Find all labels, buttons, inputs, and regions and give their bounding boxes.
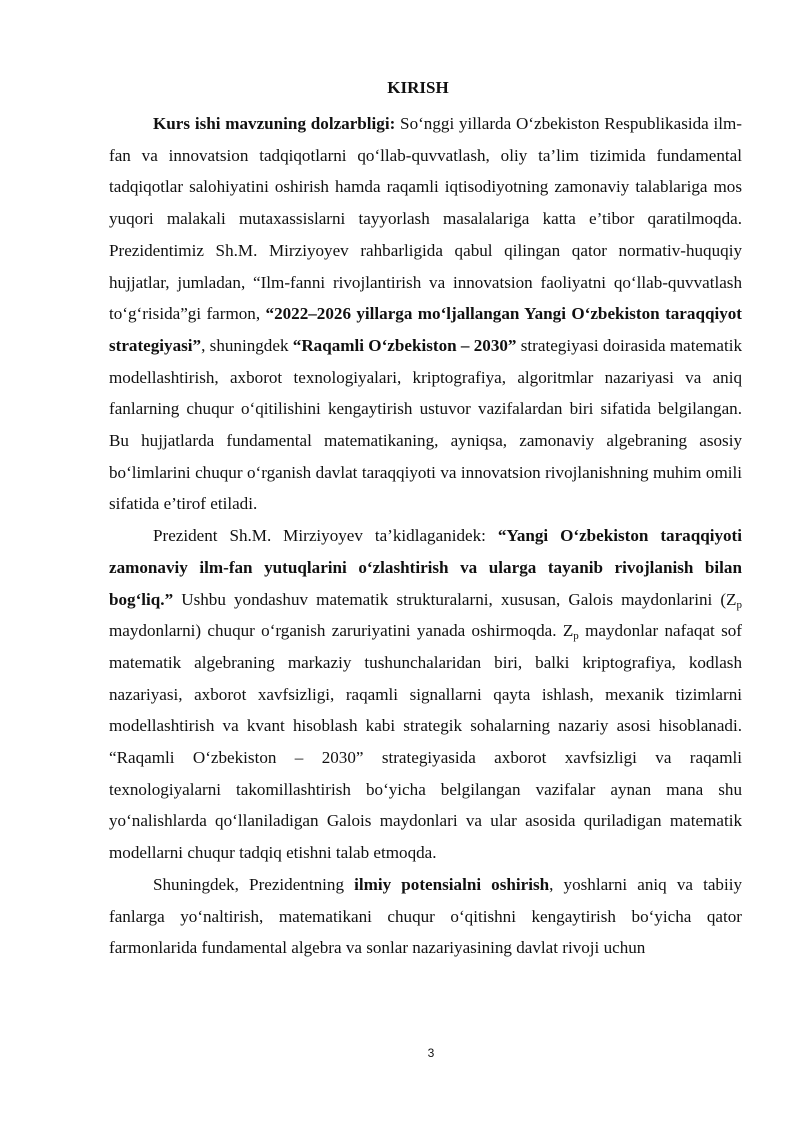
text-run: Ushbu yondashuv matematik strukturalarni, xususan, Galois maydonlarini (Z: [173, 589, 737, 609]
subscript-p: p: [573, 630, 579, 643]
digital-strategy-bold: “Raqamli O‘zbekiston – 2030”: [292, 335, 517, 355]
text-run: Prezident Sh.M. Mirziyoyev ta’kidlaganidek:: [153, 526, 498, 546]
text-run: maydonlarni) chuqur o‘rganish zaruriyatini yanada oshirmoqda. Z: [109, 621, 574, 641]
subscript-p: p: [736, 598, 742, 611]
text-run: So‘nggi yillarda O‘zbekiston Respublikasida ilm-fan va innovatsion tadqiqotlarni qo‘llab-quvvatlash, oliy ta’lim tizimida fundamental tadqiqotlar salohiyatini oshirish hamda raqamli iqtisodiyotning zamonaviy talablariga mos yuqori malakali mutaxassislarni tayyorlash masalalariga katta e’tibor qaratilmoqda. Prezidentimiz Sh.M. Mirziyoyev rahbarligida qabul qilingan qator normativ-huquqiy hujjatlar, jumladan, “Ilm-fanni rivojlantirish va innovatsion faoliyatni qo‘llab-quvvatlash to‘g‘risida”gi farmon,: [109, 114, 742, 324]
body-text: [109, 108, 742, 964]
text-run: , yoshlarni aniq va tabiiy fanlarga yo‘naltirish, matematikani chuqur o‘qitishni kengaytirish bo‘yicha qator farmonlarida fundamental algebra va sonlar nazariyasining davlat rivoji uchun: [109, 874, 742, 958]
text-run: Shuningdek, Prezidentning: [153, 874, 355, 894]
paragraph-relevance: [109, 108, 742, 520]
relevance-lead: Kurs ishi mavzuning dolzarbligi:: [153, 114, 396, 133]
paragraph-president-quote: [109, 520, 742, 869]
paragraph-scientific-potential: [109, 869, 742, 964]
scientific-potential-bold: ilmiy potensialni oshirish: [354, 874, 550, 894]
strategy-title-bold: “2022–2026 yillarga mo‘ljallangan Yangi O‘zbekiston taraqqiyot strategiyasi”: [109, 304, 742, 355]
president-quote-bold: “Yangi O‘zbekiston taraqqiyoti zamonaviy ilm-fan yutuqlarini o‘zlashtirish va ularga tayanib rivojlanish bilan bog‘liq.”: [109, 526, 742, 609]
text-run: maydonlar nafaqat sof matematik algebraning markaziy tushunchalaridan biri, balki kriptografiya, kodlash nazariyasi, axborot xavfsizligi, raqamli signallarni qayta ishlash, mexanik tizimlarni modellashtirish va kvant hisoblash kabi strategik sohalarning nazariy asosi hisoblanadi. “Raqamli O‘zbekiston – 2030” strategiyasida axborot xavfsizligi va raqamli texnologiyalarni takomillashtirish bo‘yicha belgilangan vazifalar aynan mana shu yo‘nalishlarda qo‘llaniladigan Galois maydonlari va ular asosida quriladigan matematik modellarni chuqur tadqiq etishni talab etmoqda.: [109, 621, 742, 863]
text-run: strategiyasi doirasida matematik modellashtirish, axborot texnologiyalari, kriptografiya, algoritmlar nazariyasi va aniq fanlarning chuqur o‘qitilishini kengaytirish ustuvor vazifalardan biri sifatida belgilangan. Bu hujjatlarda fundamental matematikaning, ayniqsa, zamonaviy algebraning asosiy bo‘limlarini chuqur o‘rganish davlat taraqqiyoti va innovatsion rivojlanishning muhim omili sifatida e’tirof etiladi.: [109, 335, 742, 514]
section-heading: KIRISH: [387, 78, 449, 97]
page-number: 3: [427, 1046, 435, 1060]
text-run: , shuningdek: [201, 335, 293, 355]
